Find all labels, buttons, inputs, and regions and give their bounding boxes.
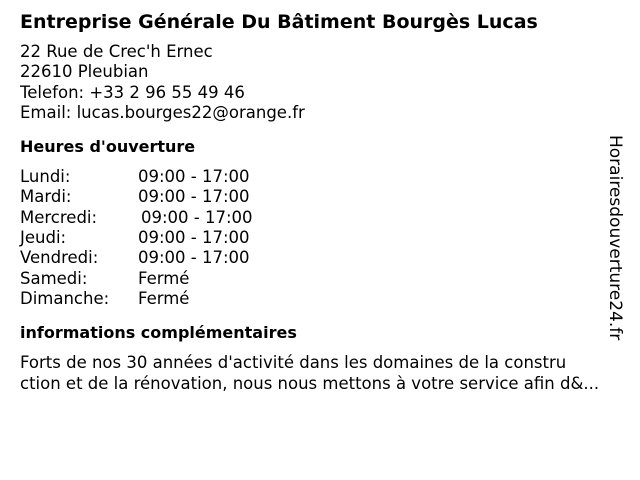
day-hours: 09:00 - 17:00	[141, 207, 253, 227]
day-label: Lundi:	[20, 167, 71, 187]
day-label: Mardi:	[20, 187, 72, 207]
opening-hours-list	[20, 167, 620, 309]
hours-row-tuesday	[20, 187, 620, 207]
day-label: Vendredi:	[20, 248, 99, 268]
day-label: Dimanche:	[20, 288, 110, 308]
postal-city: 22610 Pleubian	[20, 62, 149, 82]
additional-info-line: Forts de nos 30 années d'activité dans les domaines de la constru	[20, 353, 567, 373]
email-address: Email: lucas.bourges22@orange.fr	[20, 102, 305, 122]
day-hours: 09:00 - 17:00	[138, 228, 250, 248]
day-label: Samedi:	[20, 268, 88, 288]
day-hours: 09:00 - 17:00	[138, 167, 250, 187]
hours-row-thursday	[20, 228, 620, 248]
additional-info-heading: informations complémentaires	[20, 323, 297, 343]
street-address: 22 Rue de Crec'h Ernec	[20, 42, 213, 61]
phone-number: Telefon: +33 2 96 55 49 46	[20, 82, 245, 102]
day-label: Jeudi:	[20, 228, 67, 248]
hours-row-wednesday	[20, 208, 620, 228]
hours-row-saturday	[20, 269, 620, 289]
hours-row-sunday	[20, 289, 620, 309]
day-hours: 09:00 - 17:00	[138, 187, 250, 207]
business-name: Entreprise Générale Du Bâtiment Bourgès Lucas	[20, 11, 538, 33]
additional-info-line: ction et de la rénovation, nous nous mettons à votre service afin d&...	[20, 373, 600, 393]
site-watermark: Horairesdouverture24.fr	[605, 135, 625, 341]
opening-hours-heading: Heures d'ouverture	[20, 137, 196, 157]
day-hours: Fermé	[138, 288, 190, 308]
hours-row-friday	[20, 248, 620, 268]
day-hours: Fermé	[138, 268, 190, 288]
additional-info-text	[20, 353, 632, 394]
business-card	[20, 10, 620, 394]
day-hours: 09:00 - 17:00	[138, 248, 250, 268]
day-label: Mercredi:	[20, 207, 98, 227]
hours-row-monday	[20, 167, 620, 187]
